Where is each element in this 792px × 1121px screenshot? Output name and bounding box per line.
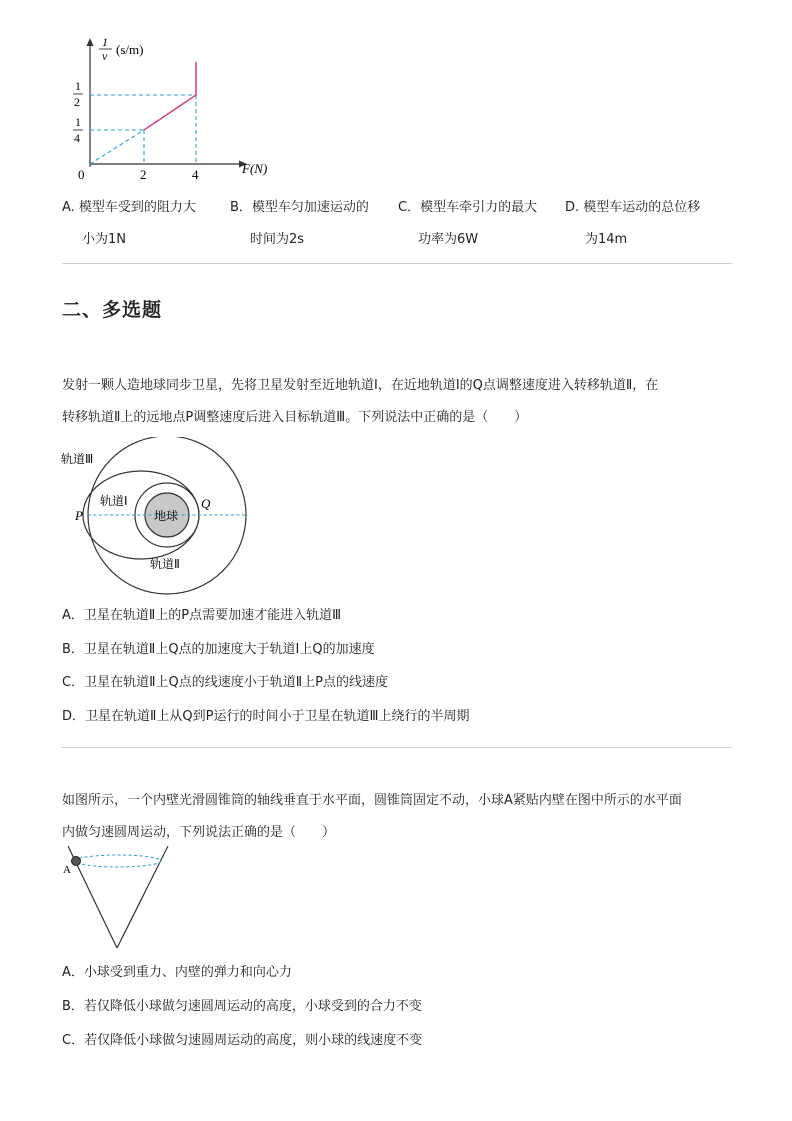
y-tick-half-num: 1 [75,79,81,93]
y-label-den: v [102,49,108,63]
x-tick-4: 4 [192,167,199,182]
q3-stem-line1: 如图所示，一个内壁光滑圆锥筒的轴线垂直于水平面，圆锥筒固定不动，小球A紧贴内壁在图中所示的水平面 [62,793,682,808]
q2-choice-d: D．卫星在轨道Ⅱ上从Q到P运行的时间小于卫星在轨道Ⅲ上绕行的半周期 [62,709,470,724]
velocity-force-graph [70,34,290,184]
x-tick-2: 2 [140,167,147,182]
cone-right-wall [117,846,168,948]
point-p-label: P [75,508,83,523]
y-tick-quarter-den: 4 [74,131,80,145]
q3-choice-b: B．若仅降低小球做匀速圆周运动的高度，小球受到的合力不变 [62,999,422,1014]
dash-origin-diagonal [90,130,144,164]
y-label-num: 1 [102,35,108,49]
q1-option-c-line2: 功率为6W [418,232,479,247]
q1-option-c-line1: C．模型车牵引力的最大 [398,200,538,215]
x-axis-label: F(N) [242,161,268,176]
q2-choice-a: A．卫星在轨道Ⅱ上的P点需要加速才能进入轨道Ⅲ [62,608,342,623]
circular-path [75,855,161,867]
y-axis-arrow [87,38,94,46]
origin-label: 0 [78,167,85,182]
cone-diagram [60,842,180,954]
point-q-label: Q [201,496,211,511]
q1-option-b-line2: 时间为2s [250,232,305,247]
q3-choice-c: C．若仅降低小球做匀速圆周运动的高度，则小球的线速度不变 [62,1033,423,1048]
q1-option-a-line2: 小为1N [82,232,126,247]
orbit-diagram [58,437,258,597]
ball-a-label: A [63,864,71,876]
q3-choice-a: A．小球受到重力、内壁的弹力和向心力 [62,965,292,980]
q1-option-a-line1: A. 模型车受到的阻力大 [62,200,196,215]
orbit-1-label: 轨道Ⅰ [100,494,128,508]
q2-stem-line2: 转移轨道Ⅱ上的远地点P调整速度后进入目标轨道Ⅲ。下列说法中正确的是（ ） [62,410,528,425]
section-title: 二、多选题 [62,299,163,321]
q1-option-b-line1: B．模型车匀加速运动的 [230,200,369,215]
q2-stem-line1: 发射一颗人造地球同步卫星，先将卫星发射至近地轨道Ⅰ，在近地轨道Ⅰ的Q点调整速度进入转移轨道Ⅱ，在 [62,378,659,393]
y-tick-quarter-num: 1 [75,115,81,129]
y-label-unit: (s/m) [116,42,144,57]
orbit-2-label: 轨道Ⅱ [150,557,180,571]
graph-line [144,62,196,130]
q2-choice-c: C．卫星在轨道Ⅱ上Q点的线速度小于轨道Ⅱ上P点的线速度 [62,675,388,690]
y-tick-half-den: 2 [74,95,80,109]
q1-option-d-line2: 为14m [585,232,628,247]
ball-a [72,857,81,866]
q3-stem-line2: 内做匀速圆周运动，下列说法正确的是（ ） [62,825,336,840]
divider-2 [62,747,732,748]
q2-choice-b: B．卫星在轨道Ⅱ上Q点的加速度大于轨道Ⅰ上Q的加速度 [62,642,375,657]
divider-1 [62,263,732,264]
earth-label: 地球 [154,509,179,523]
q1-option-d-line1: D. 模型车运动的总位移 [565,200,701,215]
orbit-3-label: 轨道Ⅲ [61,452,94,466]
